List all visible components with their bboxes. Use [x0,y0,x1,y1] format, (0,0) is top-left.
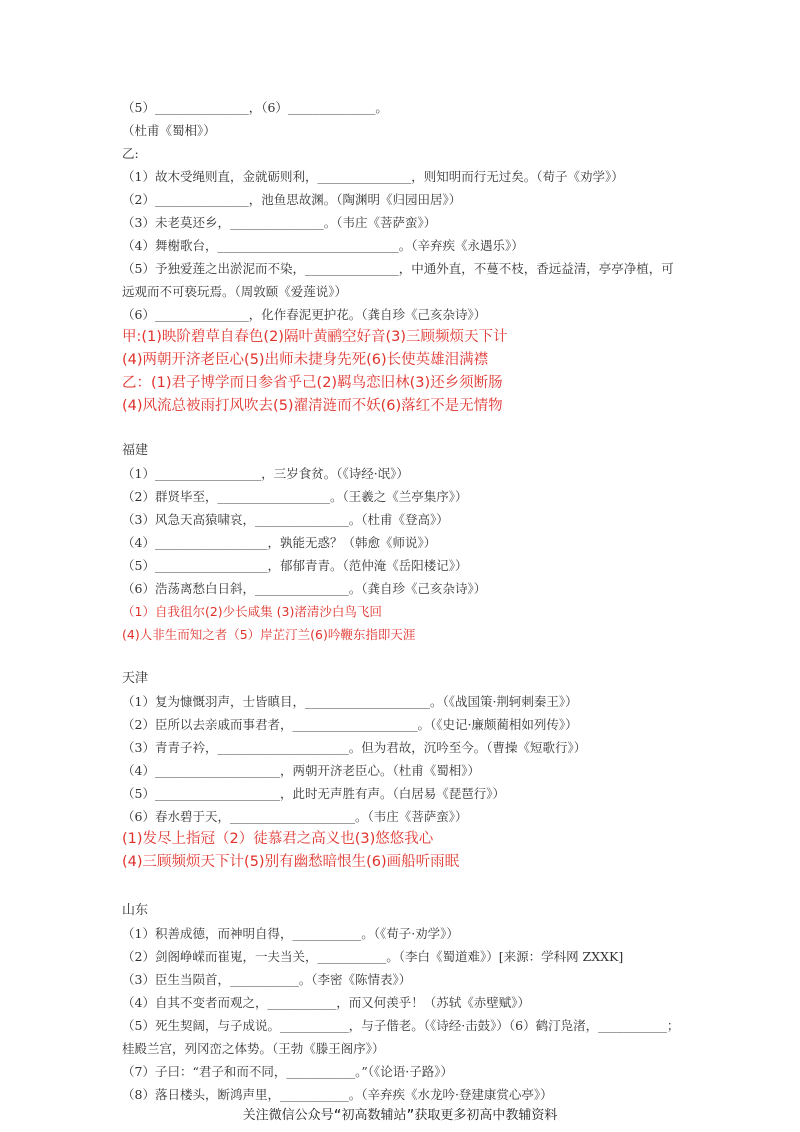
question-line: （2）臣所以去亲戚而事君者，____________________。（《史记·廉颇蔺相如列传》） [122,717,578,732]
section-label-yi: 乙: [122,146,139,161]
answer-line: 乙：(1)君子博学而日参省乎己(2)羁鸟恋旧林(3)还乡须断肠 [122,375,503,391]
spacer [122,418,682,439]
question-line: （4）__________________，孰能无惑？（韩愈《师说》） [122,535,437,550]
spacer [122,874,682,899]
answer-line: (4)两朝开济老臣心(5)出师未捷身先死(6)长使英雄泪满襟 [122,352,489,368]
answer-line: (4)风流总被雨打风吹去(5)濯清涟而不妖(6)落红不是无情物 [122,398,503,414]
spacer [122,646,682,667]
question-line: （2）_______________，池鱼思故渊。（陶渊明《归园田居》） [122,192,462,207]
footer-note: 关注微信公众号“初高数辅站”获取更多初高中教辅资料 [242,1108,558,1123]
question-line: （5）__________________，郁郁青青。（范仲淹《岳阳楼记》） [122,558,468,573]
answer-line: 甲:(1)映阶碧草自春色(2)隔叶黄鹂空好音(3)三顾频烦天下计 [122,329,508,345]
question-line: （3）臣生当陨首，___________。（李密《陈情表》） [122,972,412,987]
question-line: （4）____________________，两朝开济老臣心。（杜甫《蜀相》） [122,763,480,778]
section-title-tianjin: 天津 [122,671,149,686]
question-line: （3）风急天高猿啸哀，_______________。（杜甫《登高》） [122,512,449,527]
text-line: （杜甫《蜀相》） [122,123,216,138]
question-line: （6）浩荡离愁白日斜，_______________。（龚自珍《己亥杂诗》） [122,581,487,596]
question-line: （4）舞榭歌台，_____________________________。（辛弃疾《永遇乐》） [122,238,524,253]
section-title-fujian: 福建 [122,443,149,458]
question-line: （1）复为慷慨羽声，士皆瞋目，____________________。（《战国策·荆轲刺秦王》） [122,694,578,709]
document-page [122,96,682,1106]
question-line: （1）故木受绳则直，金就砺则利，_______________，则知明而行无过矣。（荀子《劝学》） [122,169,624,184]
question-line: （1）_________________，三岁食贫。（《诗经·氓》） [122,466,409,481]
question-line: （6）春水碧于天，____________________。（韦庄《菩萨蛮》） [122,809,468,824]
answer-line: (4)三顾频烦天下计(5)别有幽愁暗恨生(6)画船听雨眠 [122,854,460,870]
question-line: （5）予独爱莲之出淤泥而不染，_______________，中通外直，不蔓不枝，香远益清，亭亭净植，可远观而不可亵玩焉。（周敦颐《爱莲说》） [122,261,674,299]
question-line: （8）落日楼头，断鸿声里，___________。（辛弃疾《水龙吟·登建康赏心亭》） [122,1087,553,1102]
answer-line: (1)发尽上指冠（2）徒慕君之高义也(3)悠悠我心 [122,831,434,847]
section-title-shandong: 山东 [122,903,149,918]
question-line: （3）未老莫还乡，_______________。（韦庄《菩萨蛮》） [122,215,437,230]
question-line: （6）_______________，化作春泥更护花。（龚自珍《己亥杂诗》） [122,307,487,322]
question-line: （5）死生契阔，与子成说。___________，与子偕老。（《诗经·击鼓》）（6）鹤汀凫渚，___________；桂殿兰宫，列冈峦之体势。（王勃《滕王阁序》） [122,1018,680,1056]
question-line: （3）青青子衿，_____________________。但为君故，沉吟至今。（曹操《短歌行》） [122,740,587,755]
answer-line: （1）自我徂尔(2)少长咸集 (3)渚清沙白鸟飞回 [122,604,382,619]
question-line: （1）积善成德，而神明自得，___________。（《荀子·劝学》） [122,926,459,941]
text-line: （5）_______________，（6）______________。 [122,100,388,115]
question-line: （2）群贤毕至，__________________。（王羲之《兰亭集序》） [122,489,468,504]
question-line: （4）自其不变者而观之，___________，而又何羡乎！（苏轼《赤壁赋》） [122,995,530,1010]
question-line: （2）剑阁峥嵘而崔嵬，一夫当关，___________。（李白《蜀道难》）[来源：学科网 ZXXK] [122,949,624,964]
answer-line: (4)人非生而知之者（5）岸芷汀兰(6)吟鞭东指即天涯 [122,627,416,642]
question-line: （7）子曰：“君子和而不同，___________。”（《论语·子路》） [122,1064,453,1079]
question-line: （5）____________________，此时无声胜有声。（白居易《琵琶行》） [122,786,505,801]
